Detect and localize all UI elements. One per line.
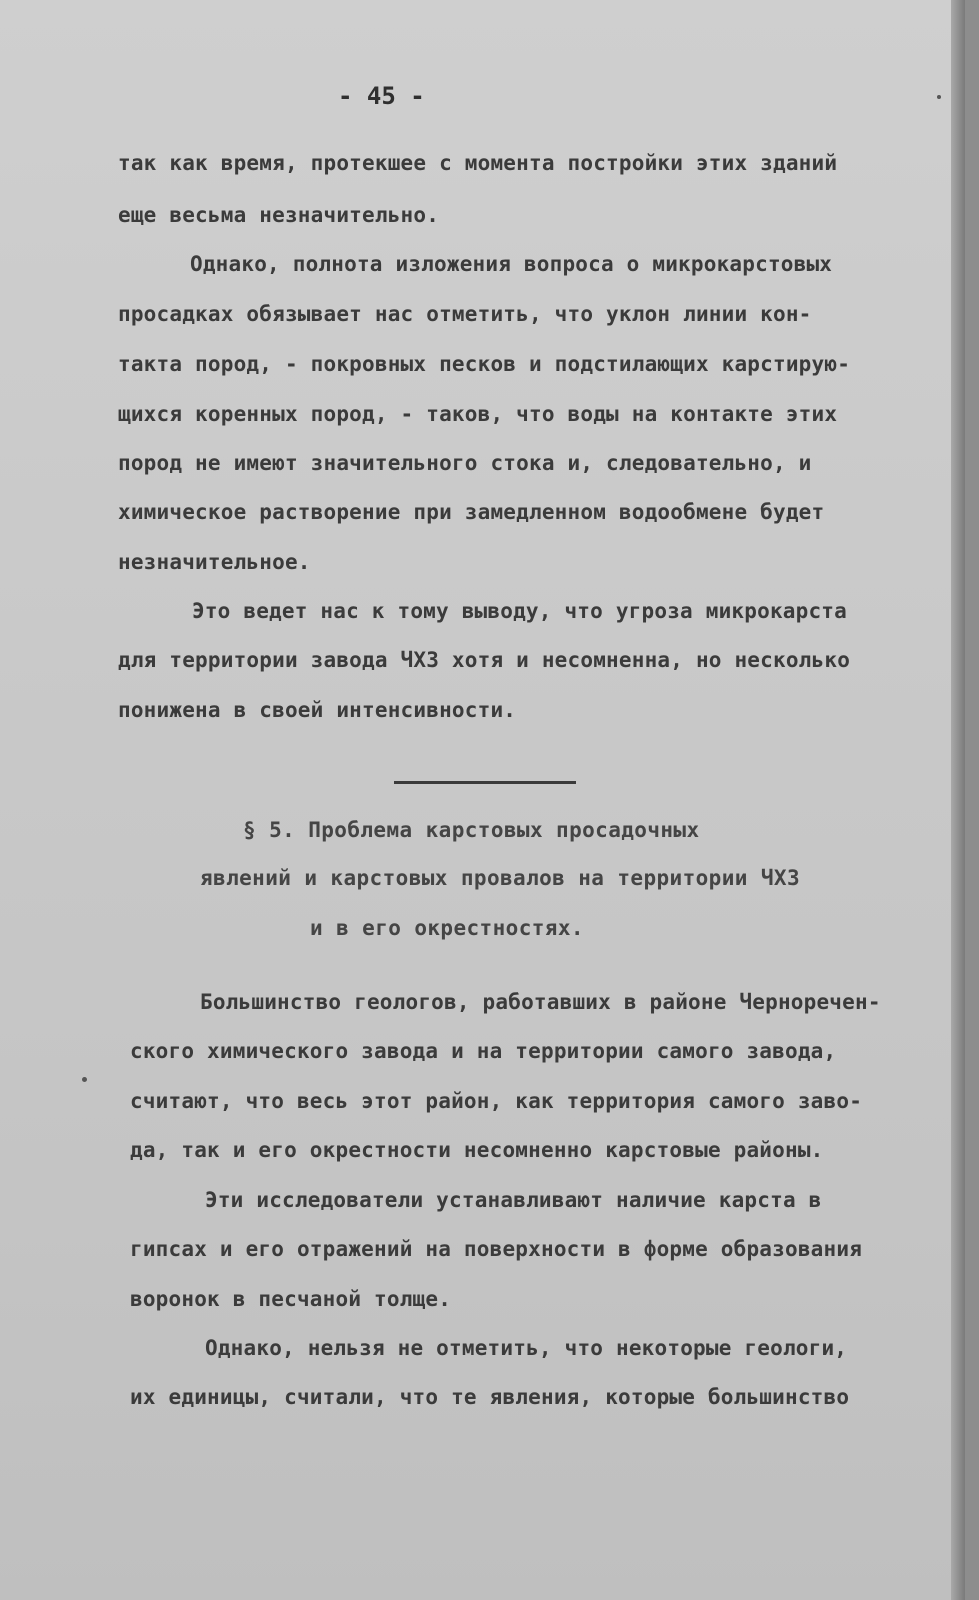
text-line: считают, что весь этот район, как территория самого заво- [130, 1089, 863, 1113]
text-line: химическое растворение при замедленном водообмене будет [118, 500, 825, 524]
text-line: Большинство геологов, работавших в районе Черноречен- [200, 990, 881, 1014]
section-heading: и в его окрестностях. [310, 916, 584, 940]
page-edge-shadow [951, 0, 965, 1600]
text-line: воронок в песчаной толще. [130, 1287, 452, 1311]
text-line: такта пород, - покровных песков и подстилающих карстирую- [118, 352, 851, 376]
text-line: просадках обязывает нас отметить, что уклон линии кон- [118, 302, 812, 326]
text-line: понижена в своей интенсивности. [118, 698, 517, 722]
text-line: для территории завода ЧХЗ хотя и несомненна, но несколько [118, 648, 851, 672]
section-divider [394, 781, 576, 784]
text-line: щихся коренных пород, - таков, что воды на контакте этих [118, 402, 838, 426]
text-line: Это ведет нас к тому выводу, что угроза микрокарста [192, 599, 847, 623]
page-number: - 45 - [338, 82, 425, 110]
section-heading: явлений и карстовых провалов на территории ЧХЗ [200, 866, 800, 890]
text-line: Эти исследователи устанавливают наличие карста в [205, 1188, 822, 1212]
ink-speck [937, 95, 941, 99]
text-line: еще весьма незначительно. [118, 203, 440, 227]
ink-speck [82, 1077, 87, 1082]
text-line: ского химического завода и на территории самого завода, [130, 1039, 837, 1063]
section-heading: § 5. Проблема карстовых просадочных [243, 818, 700, 842]
text-line: пород не имеют значительного стока и, следовательно, и [118, 451, 812, 475]
text-line: их единицы, считали, что те явления, которые большинство [130, 1385, 850, 1409]
text-line: да, так и его окрестности несомненно карстовые районы. [130, 1138, 824, 1162]
text-line: незначительное. [118, 550, 311, 574]
text-line: так как время, протекшее с момента постройки этих зданий [118, 151, 838, 175]
text-line: Однако, нельзя не отметить, что некоторые геологи, [205, 1336, 848, 1360]
text-line: Однако, полнота изложения вопроса о микрокарстовых [190, 252, 833, 276]
text-line: гипсах и его отражений на поверхности в форме образования [130, 1237, 863, 1261]
